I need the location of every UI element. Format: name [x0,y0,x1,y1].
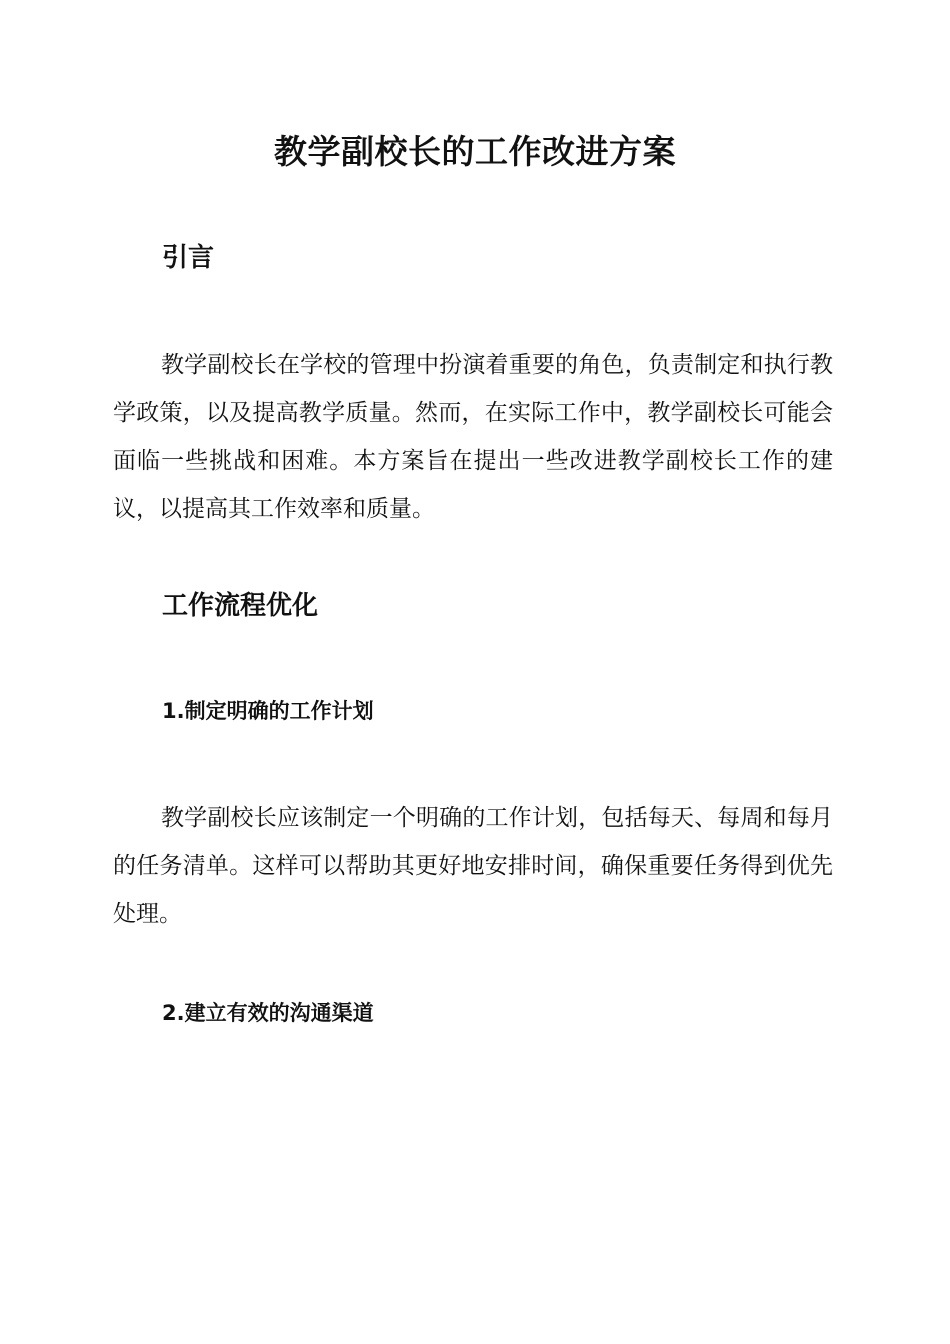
subheading-communication: 2.建立有效的沟通渠道 [162,1001,374,1025]
section-heading-workflow: 工作流程优化 [162,591,319,621]
work-plan-paragraph: 教学副校长应该制定一个明确的工作计划，包括每天、每周和每月的任务清单。这样可以帮助其更好地安排时间，确保重要任务得到优先处理。 [113,805,833,927]
document-title: 教学副校长的工作改进方案 [274,132,676,171]
subheading-work-plan: 1.制定明确的工作计划 [162,699,374,723]
intro-paragraph: 教学副校长在学校的管理中扮演着重要的角色，负责制定和执行教学政策，以及提高教学质量。然而，在实际工作中，教学副校长可能会面临一些挑战和困难。本方案旨在提出一些改进教学副校长工作的建议，以提高其工作效率和质量。 [113,352,833,522]
section-heading-intro: 引言 [162,243,215,273]
